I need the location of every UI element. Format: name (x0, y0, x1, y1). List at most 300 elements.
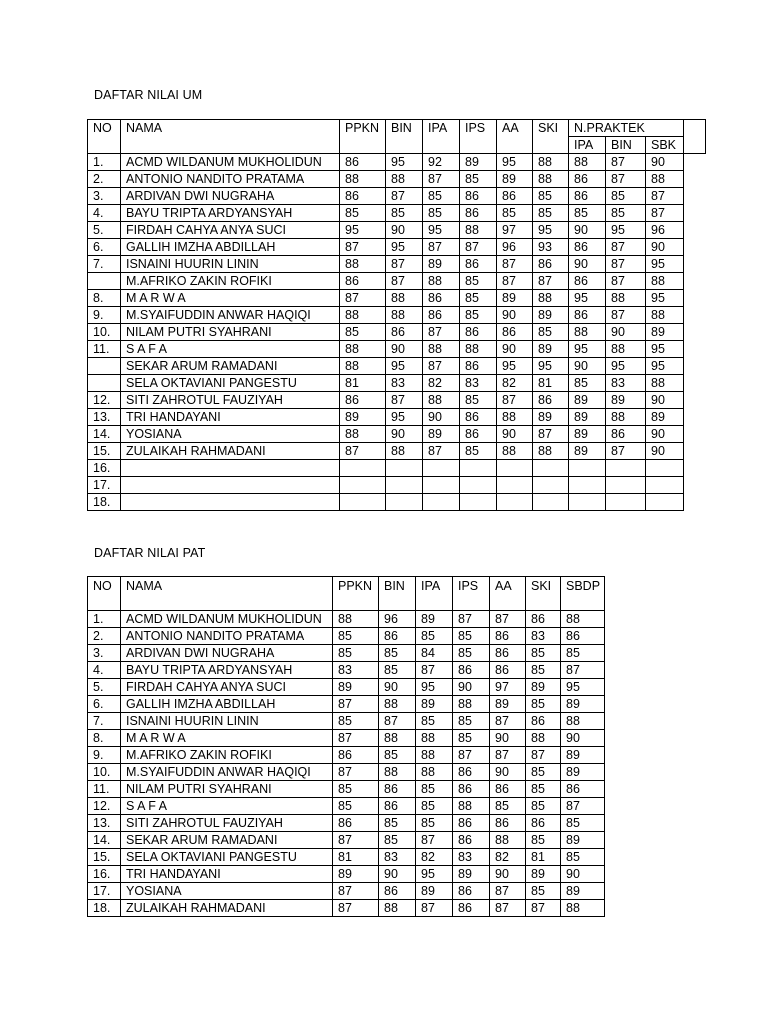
cell-no: 9. (88, 307, 121, 324)
cell-aa: 87 (490, 747, 526, 764)
cell-ski: 88 (533, 443, 569, 460)
cell-ski: 85 (526, 781, 561, 798)
cell-ips: 85 (460, 171, 497, 188)
cell-nama: FIRDAH CAHYA ANYA SUCI (121, 222, 340, 239)
cell-aa: 87 (490, 611, 526, 628)
cell-sbdp: 86 (561, 781, 605, 798)
cell-ski: 81 (526, 849, 561, 866)
cell-nama: SEKAR ARUM RAMADANI (121, 358, 340, 375)
cell-no: 18. (88, 494, 121, 511)
pat-grade-table (87, 576, 605, 917)
cell-no: 3. (88, 188, 121, 205)
cell-aa: 87 (497, 256, 533, 273)
cell-nama: ZULAIKAH RAHMADANI (121, 900, 333, 917)
cell-ppkn: 89 (333, 679, 379, 696)
cell-praktek-ipa: 89 (569, 409, 606, 426)
cell-aa: 86 (490, 662, 526, 679)
table-row (88, 645, 605, 662)
cell-praktek-sbk: 88 (646, 307, 684, 324)
cell-ipa: 89 (416, 883, 453, 900)
cell-aa: 90 (490, 866, 526, 883)
cell-praktek-ipa: 89 (569, 443, 606, 460)
cell-aa: 89 (497, 290, 533, 307)
cell-ipa: 88 (416, 730, 453, 747)
cell-aa: 87 (490, 883, 526, 900)
header-ppkn: PPKN (333, 577, 379, 611)
cell-aa: 87 (490, 713, 526, 730)
cell-aa: 88 (490, 832, 526, 849)
cell-aa: 97 (490, 679, 526, 696)
cell-ppkn: 87 (333, 696, 379, 713)
header-ipa: IPA (423, 120, 460, 154)
cell-no (88, 358, 121, 375)
table-row (88, 781, 605, 798)
cell-ipa (423, 494, 460, 511)
header-n-praktek: N.PRAKTEK (569, 120, 684, 137)
table-row (88, 662, 605, 679)
cell-no: 12. (88, 798, 121, 815)
cell-ski: 87 (533, 273, 569, 290)
cell-praktek-sbk: 95 (646, 341, 684, 358)
cell-ips: 89 (460, 154, 497, 171)
cell-ski: 95 (533, 358, 569, 375)
cell-no: 6. (88, 239, 121, 256)
cell-sbdp: 89 (561, 747, 605, 764)
cell-ipa: 92 (423, 154, 460, 171)
cell-ipa: 89 (423, 426, 460, 443)
cell-sbdp: 85 (561, 645, 605, 662)
cell-praktek-sbk (646, 494, 684, 511)
cell-aa: 97 (497, 222, 533, 239)
cell-no: 6. (88, 696, 121, 713)
cell-bin: 86 (379, 883, 416, 900)
cell-no (88, 375, 121, 392)
cell-praktek-ipa: 86 (569, 171, 606, 188)
cell-praktek-sbk: 88 (646, 171, 684, 188)
um-header-row (88, 120, 706, 137)
cell-ips: 88 (453, 798, 490, 815)
cell-praktek-bin: 87 (606, 154, 646, 171)
cell-no: 10. (88, 324, 121, 341)
cell-ski: 85 (526, 883, 561, 900)
cell-ips: 87 (460, 239, 497, 256)
header-aa: AA (490, 577, 526, 611)
cell-ipa: 88 (416, 747, 453, 764)
cell-ips: 83 (460, 375, 497, 392)
cell-ips (460, 494, 497, 511)
header-aa: AA (497, 120, 533, 154)
cell-bin (386, 477, 423, 494)
cell-nama: M.AFRIKO ZAKIN ROFIKI (121, 273, 340, 290)
cell-ppkn: 88 (340, 307, 386, 324)
cell-ski: 93 (533, 239, 569, 256)
cell-praktek-sbk: 89 (646, 409, 684, 426)
table-row (88, 426, 706, 443)
cell-praktek-bin: 87 (606, 171, 646, 188)
cell-sbdp: 89 (561, 883, 605, 900)
cell-no: 13. (88, 409, 121, 426)
cell-praktek-bin: 86 (606, 426, 646, 443)
table-row (88, 866, 605, 883)
cell-nama: M A R W A (121, 730, 333, 747)
cell-praktek-ipa: 90 (569, 256, 606, 273)
cell-aa: 88 (497, 443, 533, 460)
cell-ski: 87 (526, 747, 561, 764)
cell-no: 8. (88, 290, 121, 307)
cell-praktek-sbk: 88 (646, 375, 684, 392)
cell-nama: ANTONIO NANDITO PRATAMA (121, 171, 340, 188)
cell-no: 7. (88, 256, 121, 273)
cell-ski: 95 (533, 222, 569, 239)
cell-bin: 87 (386, 188, 423, 205)
table-row (88, 713, 605, 730)
cell-no: 7. (88, 713, 121, 730)
cell-aa (497, 460, 533, 477)
cell-ppkn: 85 (333, 713, 379, 730)
cell-bin (386, 460, 423, 477)
cell-bin: 90 (379, 679, 416, 696)
table-row (88, 679, 605, 696)
cell-nama: YOSIANA (121, 426, 340, 443)
cell-praktek-bin: 95 (606, 358, 646, 375)
table-row (88, 443, 706, 460)
table-row (88, 358, 706, 375)
cell-ski: 85 (526, 798, 561, 815)
cell-ppkn: 87 (333, 764, 379, 781)
cell-aa: 96 (497, 239, 533, 256)
cell-ski: 85 (533, 205, 569, 222)
cell-ski: 86 (526, 815, 561, 832)
table-row (88, 392, 706, 409)
cell-ppkn: 81 (340, 375, 386, 392)
cell-bin: 88 (379, 764, 416, 781)
cell-ipa: 85 (416, 815, 453, 832)
cell-ski: 88 (533, 290, 569, 307)
cell-nama: GALLIH IMZHA ABDILLAH (121, 696, 333, 713)
cell-ips (460, 477, 497, 494)
cell-praktek-sbk: 87 (646, 205, 684, 222)
cell-no: 4. (88, 662, 121, 679)
cell-ips: 88 (460, 222, 497, 239)
um-title: DAFTAR NILAI UM (94, 88, 203, 102)
um-grade-table (87, 119, 706, 511)
cell-sbdp: 86 (561, 628, 605, 645)
cell-nama: ACMD WILDANUM MUKHOLIDUN (121, 154, 340, 171)
cell-praktek-bin: 90 (606, 324, 646, 341)
cell-ipa: 84 (416, 645, 453, 662)
cell-aa: 86 (490, 645, 526, 662)
cell-ski (533, 460, 569, 477)
cell-nama: ZULAIKAH RAHMADANI (121, 443, 340, 460)
cell-ski: 87 (533, 426, 569, 443)
header-nama: NAMA (121, 120, 340, 154)
cell-praktek-bin: 85 (606, 205, 646, 222)
cell-nama (121, 494, 340, 511)
cell-ipa: 86 (423, 290, 460, 307)
cell-no: 12. (88, 392, 121, 409)
cell-bin: 87 (386, 256, 423, 273)
cell-ppkn: 87 (333, 730, 379, 747)
cell-ppkn: 85 (340, 205, 386, 222)
header-nama: NAMA (121, 577, 333, 611)
table-row (88, 256, 706, 273)
cell-nama: NILAM PUTRI SYAHRANI (121, 781, 333, 798)
cell-nama (121, 460, 340, 477)
cell-bin: 95 (386, 154, 423, 171)
pat-header-row (88, 577, 605, 611)
cell-ski: 85 (526, 645, 561, 662)
cell-ski: 86 (533, 392, 569, 409)
cell-praktek-sbk: 87 (646, 188, 684, 205)
cell-bin: 96 (379, 611, 416, 628)
cell-ips: 85 (460, 273, 497, 290)
cell-ppkn: 85 (333, 645, 379, 662)
cell-ips: 86 (460, 426, 497, 443)
cell-ips: 86 (460, 205, 497, 222)
cell-sbdp: 95 (561, 679, 605, 696)
table-row (88, 900, 605, 917)
table-row (88, 239, 706, 256)
cell-bin: 88 (386, 307, 423, 324)
cell-ski: 83 (526, 628, 561, 645)
cell-praktek-ipa: 89 (569, 426, 606, 443)
cell-bin: 88 (386, 171, 423, 188)
cell-nama: SELA OKTAVIANI PANGESTU (121, 849, 333, 866)
cell-nama: NILAM PUTRI SYAHRANI (121, 324, 340, 341)
cell-bin: 90 (379, 866, 416, 883)
cell-aa: 95 (497, 154, 533, 171)
cell-sbdp: 90 (561, 866, 605, 883)
cell-ips: 86 (460, 256, 497, 273)
cell-no: 3. (88, 645, 121, 662)
cell-ips: 86 (453, 883, 490, 900)
cell-nama: S A F A (121, 341, 340, 358)
cell-ski: 87 (526, 900, 561, 917)
cell-ppkn: 87 (333, 900, 379, 917)
cell-ppkn: 86 (333, 747, 379, 764)
table-row (88, 477, 706, 494)
cell-nama: BAYU TRIPTA ARDYANSYAH (121, 205, 340, 222)
cell-bin: 85 (379, 815, 416, 832)
cell-ipa: 85 (416, 798, 453, 815)
cell-praktek-sbk: 89 (646, 324, 684, 341)
cell-ips (460, 460, 497, 477)
cell-ppkn: 87 (340, 290, 386, 307)
cell-nama: M.SYAIFUDDIN ANWAR HAQIQI (121, 764, 333, 781)
cell-ski: 89 (533, 307, 569, 324)
cell-ips: 83 (453, 849, 490, 866)
cell-praktek-sbk: 88 (646, 273, 684, 290)
cell-nama: ARDIVAN DWI NUGRAHA (121, 645, 333, 662)
cell-sbdp: 88 (561, 900, 605, 917)
cell-praktek-bin: 87 (606, 443, 646, 460)
cell-ppkn (340, 494, 386, 511)
cell-ppkn: 88 (340, 171, 386, 188)
cell-ipa: 88 (423, 392, 460, 409)
cell-ipa: 87 (416, 662, 453, 679)
cell-ipa: 90 (423, 409, 460, 426)
cell-no: 16. (88, 866, 121, 883)
cell-ppkn: 88 (340, 426, 386, 443)
cell-no: 1. (88, 611, 121, 628)
header-ski: SKI (526, 577, 561, 611)
cell-nama: M A R W A (121, 290, 340, 307)
cell-aa: 90 (497, 426, 533, 443)
cell-ipa: 85 (416, 781, 453, 798)
cell-bin: 86 (379, 628, 416, 645)
cell-nama: SEKAR ARUM RAMADANI (121, 832, 333, 849)
subheader-ipa: IPA (569, 137, 606, 154)
table-row (88, 883, 605, 900)
cell-nama: ISNAINI HUURIN LININ (121, 713, 333, 730)
cell-bin: 85 (386, 205, 423, 222)
cell-bin: 95 (386, 239, 423, 256)
table-row (88, 730, 605, 747)
cell-praktek-bin: 87 (606, 273, 646, 290)
cell-ski: 85 (533, 188, 569, 205)
cell-ppkn: 85 (333, 798, 379, 815)
cell-ski: 88 (533, 154, 569, 171)
cell-praktek-sbk: 90 (646, 392, 684, 409)
cell-no: 18. (88, 900, 121, 917)
cell-praktek-sbk: 96 (646, 222, 684, 239)
cell-no: 2. (88, 628, 121, 645)
cell-ski (533, 477, 569, 494)
cell-ipa: 87 (423, 443, 460, 460)
subheader-sbk: SBK (646, 137, 684, 154)
cell-ipa: 88 (416, 764, 453, 781)
cell-praktek-sbk: 90 (646, 154, 684, 171)
subheader-bin: BIN (606, 137, 646, 154)
table-row (88, 764, 605, 781)
cell-ppkn (340, 460, 386, 477)
cell-sbdp: 89 (561, 832, 605, 849)
cell-ski: 86 (526, 713, 561, 730)
cell-ski: 86 (533, 256, 569, 273)
cell-praktek-bin: 87 (606, 239, 646, 256)
table-row (88, 324, 706, 341)
cell-ski: 81 (533, 375, 569, 392)
table-row (88, 832, 605, 849)
cell-no: 15. (88, 849, 121, 866)
cell-no: 9. (88, 747, 121, 764)
cell-ipa: 87 (416, 832, 453, 849)
cell-ipa (423, 477, 460, 494)
cell-ipa: 89 (416, 611, 453, 628)
cell-ipa: 89 (416, 696, 453, 713)
cell-praktek-ipa: 88 (569, 324, 606, 341)
table-row (88, 205, 706, 222)
cell-nama: SELA OKTAVIANI PANGESTU (121, 375, 340, 392)
table-row (88, 611, 605, 628)
cell-bin: 88 (379, 900, 416, 917)
cell-sbdp: 89 (561, 696, 605, 713)
cell-bin: 88 (379, 696, 416, 713)
cell-aa: 87 (497, 392, 533, 409)
cell-praktek-bin: 87 (606, 307, 646, 324)
cell-praktek-ipa (569, 460, 606, 477)
cell-ppkn: 88 (340, 341, 386, 358)
header-sbdp: SBDP (561, 577, 605, 611)
header-ipa: IPA (416, 577, 453, 611)
cell-bin: 95 (386, 358, 423, 375)
table-row (88, 696, 605, 713)
table-row (88, 222, 706, 239)
cell-bin: 87 (379, 713, 416, 730)
cell-bin: 88 (386, 443, 423, 460)
cell-ipa: 85 (423, 188, 460, 205)
cell-ips: 85 (453, 713, 490, 730)
cell-ppkn: 86 (340, 392, 386, 409)
cell-ppkn: 88 (333, 611, 379, 628)
header-bin: BIN (386, 120, 423, 154)
cell-praktek-sbk (646, 477, 684, 494)
cell-bin: 83 (379, 849, 416, 866)
cell-ppkn: 89 (333, 866, 379, 883)
cell-bin: 88 (386, 290, 423, 307)
cell-nama: SITI ZAHROTUL FAUZIYAH (121, 815, 333, 832)
table-row (88, 494, 706, 511)
cell-ipa: 87 (423, 171, 460, 188)
cell-praktek-bin: 88 (606, 409, 646, 426)
cell-no: 5. (88, 222, 121, 239)
cell-bin: 90 (386, 426, 423, 443)
cell-ips: 85 (453, 628, 490, 645)
cell-no: 15. (88, 443, 121, 460)
cell-ips: 86 (453, 815, 490, 832)
header-ips: IPS (460, 120, 497, 154)
cell-ips: 85 (460, 392, 497, 409)
cell-ppkn: 87 (340, 443, 386, 460)
cell-bin: 85 (379, 832, 416, 849)
cell-ipa: 88 (423, 273, 460, 290)
cell-praktek-ipa: 90 (569, 358, 606, 375)
cell-ips: 86 (453, 781, 490, 798)
cell-praktek-sbk: 90 (646, 443, 684, 460)
cell-ips: 87 (453, 747, 490, 764)
table-row (88, 460, 706, 477)
cell-ipa: 82 (423, 375, 460, 392)
cell-ips: 87 (453, 611, 490, 628)
header-ppkn: PPKN (340, 120, 386, 154)
cell-praktek-bin (606, 494, 646, 511)
cell-ppkn: 88 (340, 358, 386, 375)
table-row (88, 171, 706, 188)
header-ski: SKI (533, 120, 569, 154)
cell-ppkn: 87 (340, 239, 386, 256)
cell-nama: ARDIVAN DWI NUGRAHA (121, 188, 340, 205)
cell-nama: ISNAINI HUURIN LININ (121, 256, 340, 273)
cell-ski: 85 (533, 324, 569, 341)
cell-bin: 95 (386, 409, 423, 426)
cell-ski: 85 (526, 832, 561, 849)
cell-aa: 86 (490, 628, 526, 645)
cell-aa (497, 494, 533, 511)
cell-aa: 86 (490, 815, 526, 832)
cell-praktek-bin: 85 (606, 188, 646, 205)
cell-aa: 89 (497, 171, 533, 188)
header-bin: BIN (379, 577, 416, 611)
cell-no: 17. (88, 477, 121, 494)
table-row (88, 747, 605, 764)
table-row (88, 341, 706, 358)
cell-sbdp: 87 (561, 662, 605, 679)
table-row (88, 188, 706, 205)
cell-praktek-ipa: 86 (569, 273, 606, 290)
cell-ips: 85 (460, 290, 497, 307)
cell-no: 14. (88, 832, 121, 849)
cell-praktek-ipa: 85 (569, 205, 606, 222)
